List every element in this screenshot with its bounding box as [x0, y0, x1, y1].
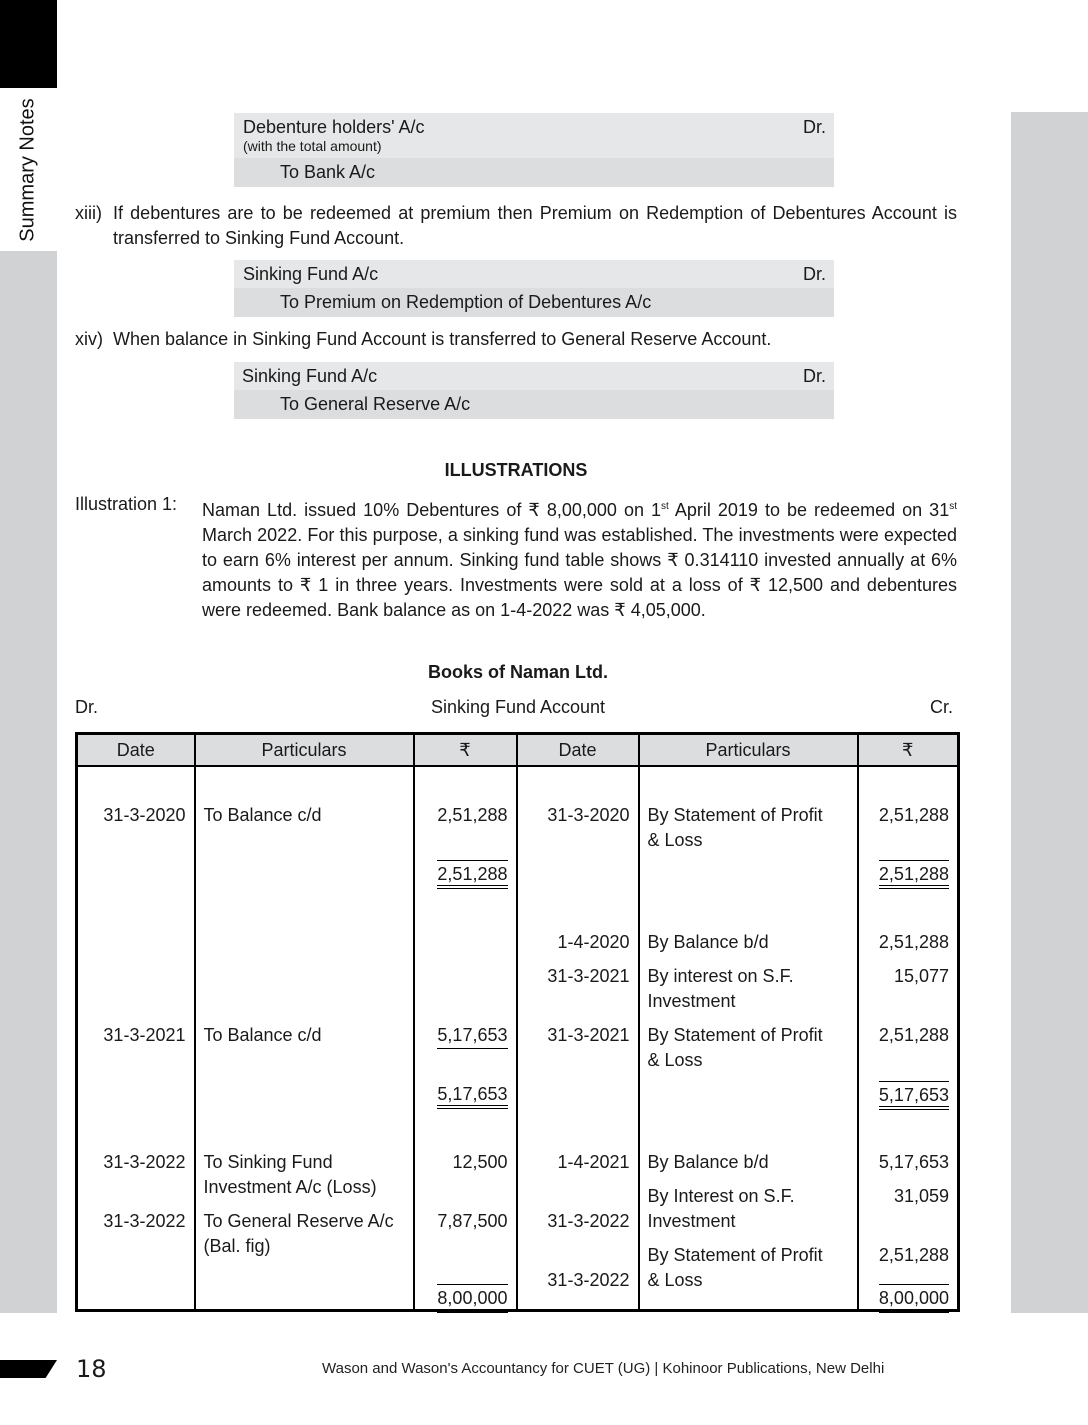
entry-debit-account: Sinking Fund A/c: [243, 264, 379, 284]
debit-amount: 12,500: [452, 1152, 508, 1172]
debit-date: 31-3-2021: [103, 1025, 186, 1045]
credit-particulars: By Statement of Profit: [647, 1025, 823, 1045]
debit-particulars: To Balance c/d: [203, 805, 322, 825]
credit-particulars-cont: & Loss: [647, 1050, 703, 1070]
entry-note: (with the total amount): [243, 138, 382, 154]
entry-dr-label: Dr.: [802, 117, 826, 137]
debit-total: 2,51,288: [437, 860, 507, 889]
entry-credit-account: To Premium on Redemption of Debentures A/c: [234, 288, 834, 317]
footer-credit: Wason and Wason's Accountancy for CUET (UG) | Kohinoor Publications, New Delhi: [322, 1360, 885, 1377]
illustration-text-part: April 2019 to be redeemed on 31: [668, 500, 950, 520]
debit-amount: 7,87,500: [437, 1211, 508, 1231]
sinking-fund-ledger: [75, 732, 960, 1312]
credit-date: 31-3-2022: [547, 1211, 630, 1231]
point-number: xiv): [75, 329, 103, 349]
debit-date-column: [77, 766, 195, 1311]
ledger-body-row: [77, 766, 959, 1311]
entry-credit-account: To Bank A/c: [234, 158, 834, 187]
header-date-credit: Date: [517, 734, 639, 767]
credit-amount: 5,17,653: [878, 1152, 949, 1172]
credit-date-column: [517, 766, 639, 1311]
point-xiv: [75, 327, 957, 352]
entry-credit-account: To General Reserve A/c: [234, 390, 834, 419]
ledger-account-title: Sinking Fund Account: [430, 697, 606, 717]
ordinal-suffix: st: [949, 501, 957, 512]
credit-particulars: By Balance b/d: [647, 932, 769, 952]
ledger-dr-label: Dr.: [75, 697, 99, 717]
entry-debit-account: Sinking Fund A/c: [242, 366, 378, 386]
credit-amount: 2,51,288: [878, 932, 949, 952]
credit-total: 2,51,288: [879, 860, 949, 889]
credit-amount: 2,51,288: [878, 1025, 949, 1045]
ledger-cr-label: Cr.: [930, 697, 954, 717]
credit-date: 31-3-2021: [547, 966, 630, 986]
credit-particulars: By interest on S.F.: [647, 966, 794, 986]
debit-total: 8,00,000: [437, 1284, 507, 1313]
credit-particulars-column: [639, 766, 858, 1311]
credit-amount-column: [858, 766, 959, 1311]
journal-entry-premium: [234, 260, 834, 317]
credit-total: 8,00,000: [879, 1284, 949, 1313]
debit-particulars-cont: Investment A/c (Loss): [203, 1177, 377, 1197]
credit-particulars-cont: Investment: [647, 1211, 736, 1231]
credit-amount: 31,059: [893, 1186, 949, 1206]
debit-amount: 2,51,288: [437, 805, 508, 825]
debit-particulars-cont: (Bal. fig): [203, 1236, 271, 1256]
journal-entry-debenture-holders: [234, 113, 834, 187]
header-particulars-debit: Particulars: [195, 734, 414, 767]
debit-particulars: To Balance c/d: [203, 1025, 322, 1045]
debit-amount-column: [414, 766, 517, 1311]
header-amount-debit: ₹: [414, 734, 517, 767]
footer-marker: [0, 1360, 57, 1378]
credit-amount: 2,51,288: [878, 805, 949, 825]
credit-particulars-cont: Investment: [647, 991, 736, 1011]
debit-date: 31-3-2022: [103, 1211, 186, 1231]
point-xiii: [75, 201, 957, 251]
credit-amount: 15,077: [893, 966, 949, 986]
illustration-text-part: March 2022. For this purpose, a sinking fund was established. The investments were expected to earn 6% interest per annum. Sinking fund table shows ₹ 0.314110 invested annually at 6% amounts to ₹ 1 in three years. Investments were sold at a loss of ₹ 12,500 and debentures were redeemed. Bank balance as on 1-4-2022 was ₹ 4,05,000.: [202, 525, 957, 620]
illustration-text-part: Naman Ltd. issued 10% Debentures of ₹ 8,00,000 on 1: [202, 500, 662, 520]
point-text: If debentures are to be redeemed at premium then Premium on Redemption of Debentures Account is transferred to Sinking Fund Account.: [113, 203, 957, 248]
debit-particulars-column: [195, 766, 414, 1311]
debit-amount: 5,17,653: [437, 1023, 507, 1049]
header-amount-credit: ₹: [858, 734, 959, 767]
credit-particulars-cont: & Loss: [647, 830, 703, 850]
side-tab: [0, 88, 57, 251]
entry-dr-label: Dr.: [802, 264, 826, 284]
side-tab-label: Summary Notes: [16, 98, 39, 242]
point-number: xiii): [75, 203, 102, 223]
entry-dr-label: Dr.: [802, 366, 826, 386]
credit-date: 31-3-2022: [547, 1270, 630, 1290]
credit-particulars: By Interest on S.F.: [647, 1186, 795, 1206]
credit-total: 5,17,653: [879, 1081, 949, 1110]
illustration-label: Illustration 1:: [75, 494, 178, 514]
debit-particulars: To Sinking Fund: [203, 1152, 333, 1172]
credit-particulars: By Balance b/d: [647, 1152, 769, 1172]
credit-date: 1-4-2020: [557, 932, 630, 952]
credit-particulars: By Statement of Profit: [647, 805, 823, 825]
illustration-text: [202, 494, 957, 623]
debit-total: 5,17,653: [437, 1081, 507, 1109]
ledger-header-row: [77, 734, 959, 767]
credit-date: 1-4-2021: [557, 1152, 630, 1172]
entry-debit-account: Debenture holders' A/c: [243, 117, 425, 137]
point-text: When balance in Sinking Fund Account is transferred to General Reserve Account.: [113, 329, 772, 349]
debit-date: 31-3-2020: [103, 805, 186, 825]
credit-date: 31-3-2021: [547, 1025, 630, 1045]
debit-particulars: To General Reserve A/c: [203, 1211, 394, 1231]
side-tab-marker: [0, 0, 57, 88]
left-margin-bar: [0, 251, 57, 1313]
illustrations-heading: ILLUSTRATIONS: [444, 460, 588, 480]
credit-particulars: By Statement of Profit: [647, 1245, 823, 1265]
page-number: 18: [76, 1355, 107, 1383]
books-title: Books of Naman Ltd.: [427, 662, 608, 682]
credit-amount: 2,51,288: [878, 1245, 949, 1265]
credit-particulars-cont: & Loss: [647, 1270, 703, 1290]
credit-date: 31-3-2020: [547, 805, 630, 825]
debit-date: 31-3-2022: [103, 1152, 186, 1172]
header-date-debit: Date: [77, 734, 195, 767]
ordinal-suffix: st: [661, 501, 669, 512]
header-particulars-credit: Particulars: [639, 734, 858, 767]
journal-entry-general-reserve: [234, 362, 834, 419]
